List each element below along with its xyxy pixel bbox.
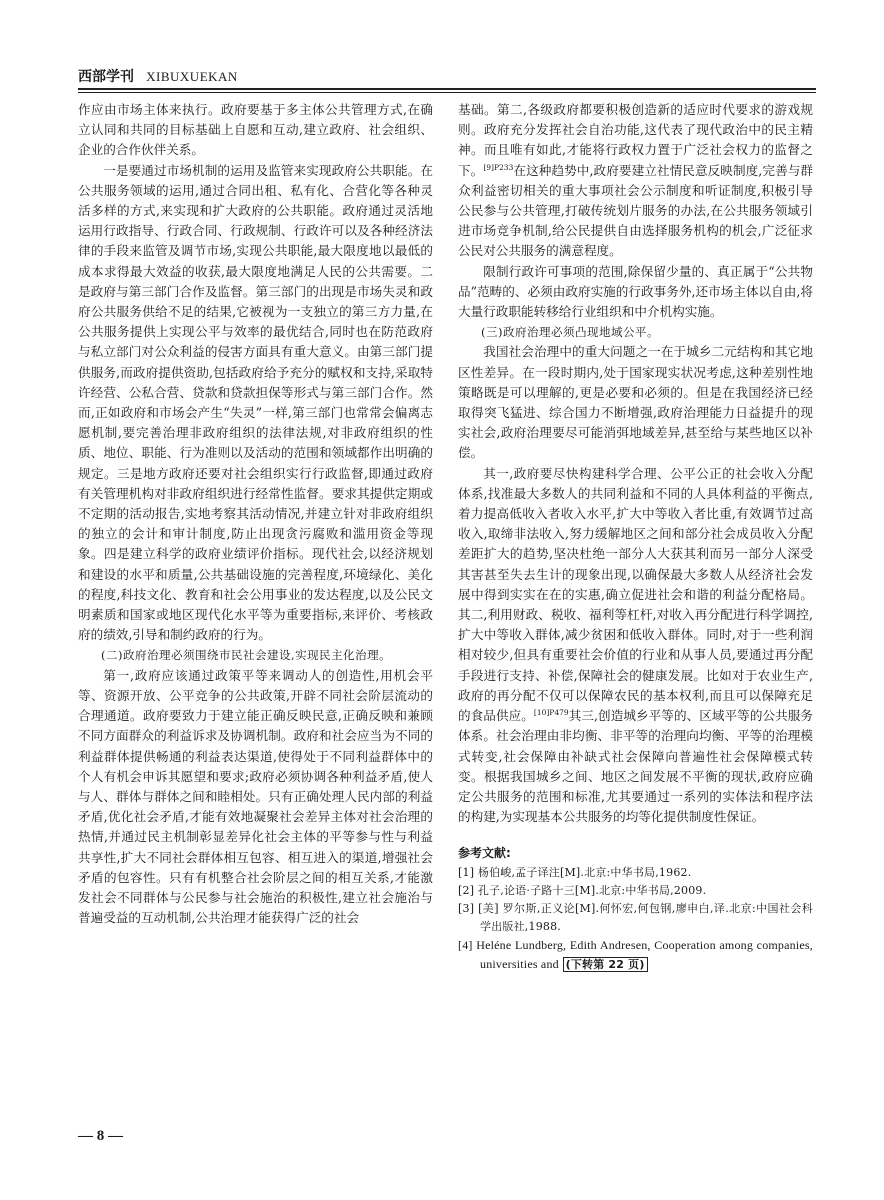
left-column: [78, 100, 433, 928]
journal-title: 西部学刊: [78, 69, 134, 85]
section-heading: (三)政府治理必须凸现地域公平。: [481, 325, 659, 340]
reference-text: [4] Heléne Lundberg, Edith Andresen, Cooperation among companies, universities and: [458, 937, 813, 971]
paragraph-text: 其一,政府要尽快构建科学合理、公平公正的社会收入分配体系,找准最大多数人的共同利益和不同的人具体利益的平衡点,着力提高低收入者收入水平,扩大中等收入者比重,有效调节过高收入,取缔非法收入,努力缓解地区之间和部分社会成员收入分配差距扩大的趋势,坚决杜绝一部分人大获其利而另一部分人深受其害甚至失去生计的现象出现,以确保最大多数人从经济社会发展中得到实实在在的实惠,确立促进社会和谐的利益分配格局。其二,利用财政、税收、福利等杠杆,对收入再分配进行科学调控,扩大中等收入群体,减少贫困和低收入群体。同时,对于一些利润相对较少,但具有重要社会价值的行业和从事人员,要通过再分配手段进行支持、补偿,保障社会的健康发展。比如对于农业生产,政府的再分配不仅可以保障农民的基本权利,而且可以保障充足的食品供应。: [458, 465, 813, 724]
paragraph: 作应由市场主体来执行。政府要基于多主体公共管理方式,在确立认同和共同的目标基础上自愿和互动,建立政府、社会组织、企业的合作伙伴关系。: [78, 102, 433, 158]
section-heading: (二)政府治理必须围绕市民社会建设,实现民主化治理。: [101, 648, 392, 663]
running-header: [78, 66, 238, 86]
paragraph-text: 其三,创造城乡平等的、区域平等的公共服务体系。社会治理由非均衡、非平等的治理向均衡、平等的治理模式转变,社会保障由补缺式社会保障向普遍性社会保障模式转变。根据我国城乡之间、地区之间发展不平衡的现状,政府应确定公共服务的范围和标准,尤其要通过一系列的实体法和程序法的构建,为实现基本公共服务的均等化提供制度性保证。: [458, 708, 813, 825]
references-title: 参考文献:: [458, 846, 511, 861]
continued-note: (下转第 22 页): [563, 957, 648, 972]
paragraph: 我国社会治理中的重大问题之一在于城乡二元结构和其它地区性差异。在一段时期内,处于国家现实状况考虑,这种差别性地策略既是可以理解的,更是必要和必须的。但是在我国经济已经取得突飞猛进、综合国力不断增强,政府治理能力日益提升的现实社会,政府治理要尽可能消弭地域差异,甚至给与某些地区以补偿。: [458, 344, 813, 461]
page-number: — 8 —: [78, 1128, 123, 1144]
reference-item: [2] 孔子,论语·子路十三[M].北京:中华书局,2009.: [458, 883, 707, 897]
paragraph: 第一,政府应该通过政策平等来调动人的创造性,用机会平等、资源开放、公平竞争的公共政策,开辟不同社会阶层流动的合理通道。政府要致力于建立能正确反映民意,正确反映和兼顾不同方面群众的利益诉求及协调机制。政府和社会应当为不同的利益群体提供畅通的利益表达渠道,使得处于不同利益群体中的个人有机会申诉其愿望和要求;政府必须协调各种利益矛盾,使人与人、群体与群体之间和睦相处。只有正确处理人民内部的利益矛盾,优化社会矛盾,才能有效地凝聚社会差异主体对社会治理的热情,并通过民主机制彰显差异化社会主体的平等参与性与利益共享性,扩大不同社会群体相互包容、相互进入的渠道,增强社会矛盾的包容性。只有有机整合社会阶层之间的相互关系,才能激发社会不同群体与公民参与社会施治的积极性,建立社会施治与普遍受益的互动机制,公共治理才能获得广泛的社会: [78, 667, 433, 926]
header-rule-thin: [78, 92, 816, 93]
header-rule: [78, 88, 816, 90]
reference-item: [1] 杨伯峻,孟子译注[M].北京:中华书局,1962.: [458, 865, 692, 879]
reference-item: [458, 936, 813, 974]
right-column: [458, 100, 813, 974]
journal-pinyin: XIBUXUEKAN: [146, 69, 238, 84]
paragraph: 一是要通过市场机制的运用及监管来实现政府公共职能。在公共服务领域的运用,通过合同出租、私有化、合营化等各种灵活多样的方式,来实现和扩大政府的公共职能。政府通过灵活地运用行政指导、行政合同、行政规制、行政许可以及各种经济法律的手段来监管及调节市场,实现公共职能,最大限度地以最低的成本求得最大效益的收获,最大限度地满足人民的公共需要。二是政府与第三部门合作及监督。第三部门的出现是市场失灵和政府公共服务供给不足的结果,它被视为一支独立的第三方力量,在公共服务提供上实现公平与效率的最优结合,同时也在防范政府与私立部门对公众利益的侵害方面具有重大意义。由第三部门提供服务,而政府提供资助,包括政府给予充分的赋权和支持,采取特许经营、公私合营、贷款和贷款担保等形式与第三部门合作。然而,正如政府和市场会产生“失灵”一样,第三部门也常常会偏离志愿机制,要完善治理非政府组织的法律法规,对非政府组织的性质、地位、职能、行为准则以及活动的范围和领域都作出明确的规定。三是地方政府还要对社会组织实行行政监督,即通过政府有关管理机构对非政府组织进行经常性监督。要求其提供定期或不定期的活动报告,实地考察其活动情况,并建立针对非政府组织的独立的会计和审计制度,防止出现贪污腐败和滥用资金等现象。四是建立科学的政府业绩评价指标。现代社会,以经济规划和建设的水平和质量,公共基础设施的完善程度,环境绿化、美化的程度,科技文化、教育和社会公用事业的发达程度,以及公民文明素质和国家或地区现代化水平等为重要指标,来评价、考核政府的绩效,引导和制约政府的行为。: [78, 162, 433, 643]
paragraph: [458, 100, 813, 262]
citation: [10]P479: [533, 707, 569, 717]
paragraph: 限制行政许可事项的范围,除保留少量的、真正属于“公共物品”范畴的、必须由政府实施的行政事务外,还市场主体以自由,将大量行政职能转移给行业组织和中介机构实施。: [458, 263, 813, 320]
citation: [9]P233: [483, 162, 514, 172]
paragraph-text: 在这种趋势中,政府要建立社情民意反映制度,完善与群众利益密切相关的重大事项社会公示制度和听证制度,积极引导公民参与公共管理,打破传统划片服务的办法,在公共服务领域引进市场竞争机制,给公民提供自由选择服务机构的机会,广泛征求公民对公共服务的满意程度。: [458, 162, 814, 259]
paragraph: [458, 464, 813, 828]
reference-item: [3] [美] 罗尔斯,正义论[M].何怀宏,何包钢,廖申白,译.北京:中国社会科学出版社,1988.: [458, 901, 813, 933]
paragraph-text: 基础。第二,各级政府都要积极创造新的适应时代要求的游戏规则。政府充分发挥社会自治功能,这代表了现代政治中的民主精神。而且唯有如此,才能将行政权力置于广泛社会权力的监督之下。: [458, 102, 813, 178]
